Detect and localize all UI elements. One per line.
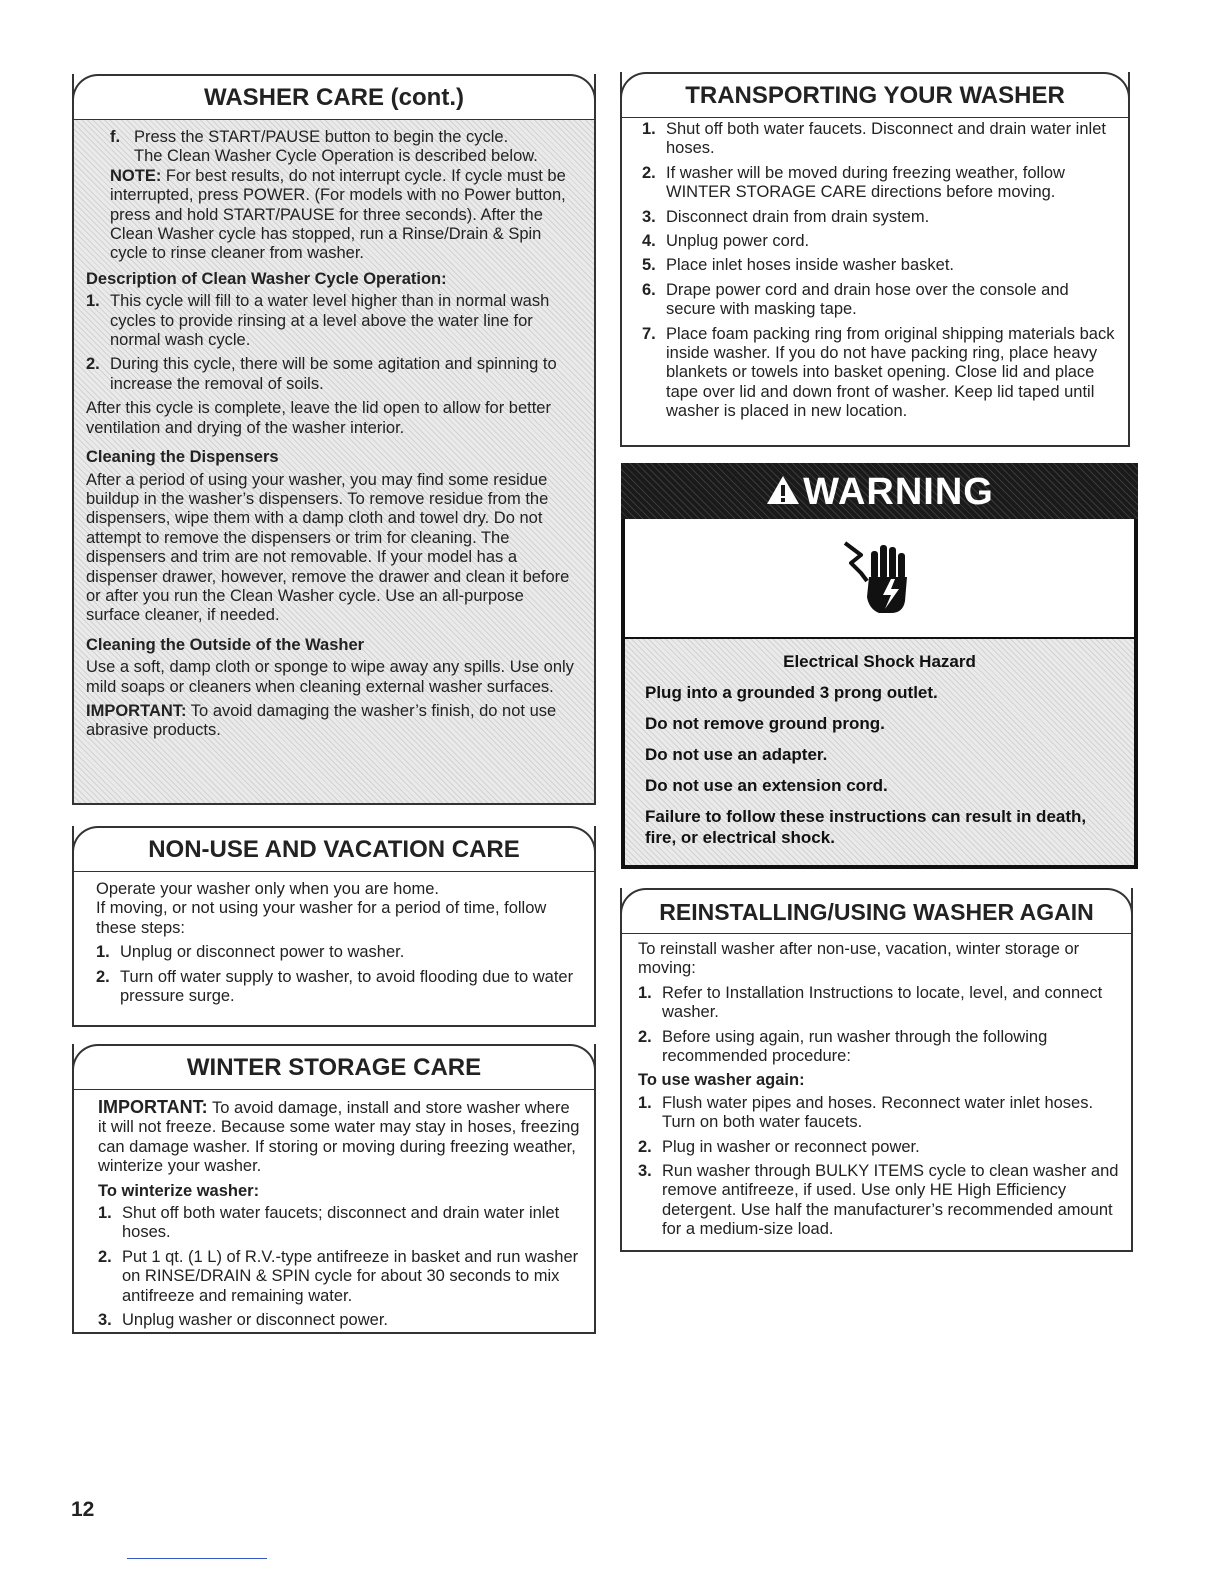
non-use-section	[72, 826, 596, 1027]
reinstalling-list	[638, 984, 1119, 1067]
list-text: During this cycle, there will be some agitation and spinning to increase the removal of soils.	[110, 355, 557, 393]
list-text: Place foam packing ring from original shipping materials back inside washer. If you do not have packing ring, place heavy blankets or towels into basket opening. Close lid and place tape over lid and down front of washer. Keep lid taped until washer is placed in new location.	[666, 324, 1115, 421]
list-item	[98, 1248, 582, 1306]
winter-important-label: IMPORTANT:	[98, 1097, 208, 1117]
list-number: 2.	[638, 1137, 652, 1156]
use-again-heading: To use washer again:	[638, 1071, 805, 1090]
outside-text: Use a soft, damp cloth or sponge to wipe away any spills. Use only mild soaps or cleaners when cleaning external washer surfaces.	[86, 658, 574, 696]
list-text: If washer will be moved during freezing weather, follow WINTER STORAGE CARE directions before moving.	[666, 163, 1065, 202]
list-item	[642, 325, 1116, 422]
list-text: Unplug washer or disconnect power.	[122, 1311, 388, 1330]
list-item	[98, 1204, 582, 1243]
winter-storage-content	[74, 1090, 594, 1345]
winter-storage-section	[72, 1044, 596, 1334]
list-item	[638, 984, 1119, 1023]
warning-box	[621, 463, 1138, 869]
list-number: 1.	[96, 943, 110, 962]
transporting-list	[642, 120, 1116, 422]
list-text: Drape power cord and drain hose over the console and secure with masking tape.	[666, 280, 1069, 319]
list-number: 2.	[642, 163, 656, 182]
transporting-section	[620, 72, 1130, 447]
important-label: IMPORTANT:	[86, 701, 187, 720]
list-number: 7.	[642, 324, 656, 343]
list-item	[638, 1028, 1119, 1067]
washer-care-section	[72, 74, 596, 805]
washer-care-title: WASHER CARE (cont.)	[72, 74, 596, 120]
list-item	[638, 1162, 1119, 1240]
list-number: 2.	[86, 355, 100, 374]
non-use-intro2: If moving, or not using your washer for a period of time, follow these steps:	[96, 899, 547, 937]
dispensers-heading: Cleaning the Dispensers	[86, 448, 279, 467]
reinstalling-title: REINSTALLING/USING WASHER AGAIN	[620, 888, 1133, 934]
list-text: Shut off both water faucets. Disconnect and drain water inlet hoses.	[666, 120, 1106, 158]
outside-heading: Cleaning the Outside of the Washer	[86, 635, 365, 654]
winter-important-text: To avoid damage, install and store washer where it will not freeze. Because some water may stay in hoses, freezing can damage washer. If storing or moving during freezing weather, winterize your washer.	[98, 1099, 580, 1176]
non-use-intro1: Operate your washer only when you are home.	[96, 880, 440, 898]
list-text: Disconnect drain from drain system.	[666, 207, 930, 226]
step-f-label: f.	[110, 128, 121, 146]
warning-icon-area	[625, 519, 1134, 639]
warning-line: Do not use an extension cord.	[645, 776, 888, 795]
warning-line: Failure to follow these instructions can result in death, fire, or electrical shock.	[645, 807, 1087, 847]
list-item	[98, 1311, 582, 1330]
list-item	[642, 164, 1116, 203]
description-list	[86, 292, 582, 394]
list-text: Put 1 qt. (1 L) of R.V.-type antifreeze in basket and run washer on RINSE/DRAIN & SPIN cycle for about 30 seconds to mix antifreeze and remaining water.	[122, 1247, 579, 1305]
list-text: Shut off both water faucets; disconnect and drain water inlet hoses.	[122, 1204, 560, 1242]
warning-body	[625, 639, 1134, 865]
hazard-title: Electrical Shock Hazard	[783, 652, 976, 671]
list-item	[86, 355, 582, 394]
warning-line: Plug into a grounded 3 prong outlet.	[645, 683, 938, 702]
footer-rule	[127, 1558, 267, 1559]
list-number: 4.	[642, 232, 656, 251]
dispensers-text: After a period of using your washer, you may find some residue buildup in the washer’s dispensers. To remove residue from the dispensers, wipe them with a damp cloth and towel dry. Do not attempt to remove the dispensers or trim for cleaning. The dispensers and trim are not removable. If your model has a dispenser drawer, however, remove the drawer and clean it before or after you run the Clean Washer cycle. Use an all-purpose surface cleaner, if needed.	[86, 470, 570, 625]
list-number: 1.	[642, 120, 656, 138]
important-text: To avoid damaging the washer’s finish, do not use abrasive products.	[86, 701, 557, 740]
list-item	[638, 1094, 1119, 1133]
winter-important-paragraph	[98, 1098, 582, 1177]
list-text: Turn off water supply to washer, to avoid flooding due to water pressure surge.	[120, 967, 574, 1006]
list-text: Refer to Installation Instructions to locate, level, and connect washer.	[662, 983, 1103, 1022]
warning-line: Do not use an adapter.	[645, 745, 828, 764]
winter-storage-title: WINTER STORAGE CARE	[72, 1044, 596, 1090]
warning-header	[621, 463, 1138, 519]
step-f	[86, 128, 582, 167]
list-item	[642, 232, 1116, 251]
list-number: 1.	[86, 292, 100, 311]
description-heading: Description of Clean Washer Cycle Operation:	[86, 269, 447, 288]
list-item	[642, 120, 1116, 159]
transporting-content	[622, 118, 1128, 437]
reinstalling-content	[622, 934, 1131, 1255]
note-text: For best results, do not interrupt cycle. If cycle must be interrupted, press POWER. (For models with no Power button, press and hold START/PAUSE for three seconds). After the Clean Washer cycle has stopped, run a Rinse/Drain & Spin cycle to rinse cleaner from washer.	[110, 166, 566, 263]
list-number: 2.	[638, 1027, 652, 1046]
warning-title: WARNING	[803, 471, 994, 513]
winterize-list	[98, 1204, 582, 1330]
note-label: NOTE:	[110, 166, 162, 185]
reinstalling-intro: To reinstall washer after non-use, vacation, winter storage or moving:	[638, 940, 1080, 978]
list-text: Unplug or disconnect power to washer.	[120, 943, 405, 962]
transporting-title: TRANSPORTING YOUR WASHER	[620, 72, 1130, 118]
step-f-text2: The Clean Washer Cycle Operation is described below.	[134, 147, 538, 166]
list-text: Flush water pipes and hoses. Reconnect water inlet hoses. Turn on both water faucets.	[662, 1093, 1094, 1132]
list-text: Before using again, run washer through the following recommended procedure:	[662, 1027, 1048, 1066]
list-item	[642, 281, 1116, 320]
important-paragraph	[86, 702, 582, 741]
step-f-text: Press the START/PAUSE button to begin the cycle.	[134, 128, 509, 146]
use-again-list	[638, 1094, 1119, 1240]
list-text: Run washer through BULKY ITEMS cycle to clean washer and remove antifreeze, if used. Use only HE High Efficiency detergent. Use half the manufacturer’s recommended amount for a medium-size load.	[662, 1162, 1119, 1239]
list-number: 1.	[98, 1204, 112, 1223]
list-number: 1.	[638, 1093, 652, 1112]
list-number: 6.	[642, 280, 656, 299]
list-item	[642, 208, 1116, 227]
list-number: 3.	[642, 207, 656, 226]
page-number: 12	[71, 1498, 95, 1521]
list-item	[638, 1138, 1119, 1157]
warning-triangle-icon	[765, 474, 801, 506]
reinstalling-section	[620, 888, 1133, 1252]
list-number: 3.	[98, 1311, 112, 1330]
list-text: Unplug power cord.	[666, 232, 810, 251]
note-paragraph	[86, 167, 582, 264]
list-text: Plug in washer or reconnect power.	[662, 1137, 920, 1156]
non-use-title: NON-USE AND VACATION CARE	[72, 826, 596, 872]
list-item	[96, 968, 582, 1007]
list-number: 2.	[98, 1247, 112, 1266]
non-use-content	[74, 872, 594, 1021]
list-item	[96, 943, 582, 962]
list-item	[642, 256, 1116, 275]
list-text: This cycle will fill to a water level higher than in normal wash cycles to provide rinsing at a level above the water line for normal wash cycle.	[110, 292, 550, 350]
after-cycle-text: After this cycle is complete, leave the lid open to allow for better ventilation and drying of the washer interior.	[86, 399, 551, 437]
list-number: 3.	[638, 1162, 652, 1181]
list-item	[86, 292, 582, 350]
washer-care-content	[74, 120, 594, 803]
list-number: 2.	[96, 967, 110, 986]
non-use-list	[96, 943, 582, 1006]
list-number: 5.	[642, 256, 656, 275]
electrical-shock-hand-icon	[839, 537, 919, 617]
warning-line: Do not remove ground prong.	[645, 714, 885, 733]
list-text: Place inlet hoses inside washer basket.	[666, 256, 954, 275]
list-number: 1.	[638, 983, 652, 1002]
winterize-heading: To winterize washer:	[98, 1181, 260, 1200]
